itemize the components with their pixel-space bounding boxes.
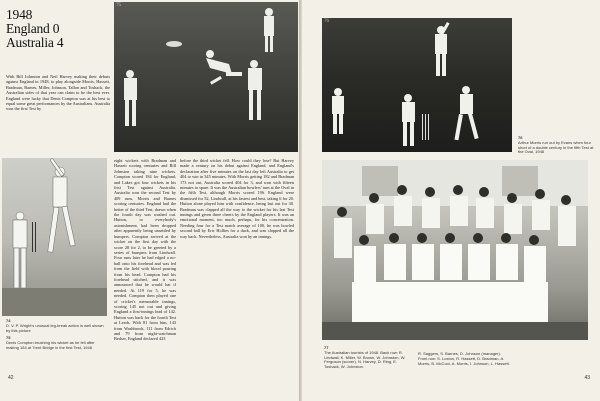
photo-76-number: 76 [324,19,329,24]
title-line-australia: Australia 4 [6,35,64,50]
caption-75-number: 75 [6,335,11,340]
wright-bowling-photo [2,158,107,316]
title-year: 1948 [6,7,33,22]
right-page [302,0,600,401]
body-text-column-2: eight wickets with Bradman and Hassett scoring centuries and Bill Johnston taking nine wickets. Compton scored 184 for England, and Lakes got four wickets in his first Test against Australia. Australia won the second Test by 409 runs, Morris and Barnes scoring centuries. England had the better of the third Test, drawn when the fourth day was washed out. Hutton, to everybody's astonishment, had been dropped after apparently being unsettled by bumpers. Compton arrived at the wicket on the first day with the score 28 for 2, to be greeted by a series of bumpers from Lindwall. Four runs later he had edged a no-ball onto his forehead and was led from the field with blood pouring from his head. Compton had his forehead stitched, and it was announced that he would bat if needed. At 119 for 5, he was needed. Compton then played one of cricket's memorable innings, scoring 145 not out and giving England a first-innings lead of 142. Hutton was back for the fourth Test at Leeds. With 81 from him, 143 from Washbrook, 111 from Edrich and 79 from night-watchman Bedser, England declared 423 [114,158,176,342]
caption-76 [518,136,594,155]
body-text-column-3: before the third wicket fell. How could they lose? But Harvey made a century on his debut against England, and England's declaration after five minutes on the last day left Australia to get 404 to win in 345 minutes. With Morris getting 182 and Bradman 173 not out, Australia scored 404 for 3, and won with fifteen minutes to spare. It was the Australian bowlers' turn at the Oval in the fifth Test, although Morris scored 196. England were dismissed for 52, Lindwall, at his fastest and best, taking 6 for 20. Hutton alone played him with confidence, being last out for 30. Bradman was clapped all the way to the wicket for his last Test innings and given three cheers by the England players. It was an emotional moment, too much, perhaps, for his concentration. Needing four for a Test match average of 100, he was bowled second ball by Eric Hollies for a duck, and was clapped all the way back. Nevertheless, Australia won by an innings. [180,158,294,239]
caption-76-number: 76 [518,135,523,140]
caption-77-text-b: R. Saggers, S. Barnes, D. Johnson (manager). Front row: S. Loxton, R. Hassett, D. Bradman, A. Morris, B. McCool, A. Morris, I. Johnson, L. Hassett. [418,351,510,366]
caption-77-continued [418,352,510,366]
caption-76-text: Arthur Morris run out by Evans when four short of a double century in the fifth Test at the Oval, 1948 [518,139,594,155]
caption-77-number: 77 [324,345,329,350]
caption-75-text: Denis Compton brushing his wicket as he fell after making 184 at Trent Bridge in the first Test, 1948 [6,339,95,350]
caption-74-number: 74 [6,318,11,323]
caption-74 [6,319,106,333]
caption-77 [324,346,410,370]
caption-75 [6,336,106,350]
photo-75-number: 75 [116,3,121,8]
page-title [6,8,114,50]
caption-77-text-a: The Australian tourists of 1948. Back row: R. Lindwall, K. Miller, W. Brown, W. Johnston, W. Ferguson (scorer), N. Harvey, D. Ring, E. Toshack, W. Johnston. [324,349,406,370]
caption-74-text: D. V. P. Wright's unusual leg-break action is well shown by this picture [6,322,104,333]
morris-runout-photo [322,18,512,152]
page-number-right: 43 [584,375,590,381]
page-number-left: 42 [8,375,14,381]
australian-team-photo [322,160,588,340]
compton-fall-photo [114,2,298,152]
title-line-england: England 0 [6,21,60,36]
body-text-column-1: With Bill Johnston and Neil Harvey making their debuts against England in 1948, to play alongside Morris, Hassett, Bradman, Barnes, Miller, Johnson, Tallon and Toshack, the Australian sides of that year can claim to be the best ever. England were lucky that Denis Compton was at his best to equal some great performances by the Australians. Australia won the first Test by [6,74,110,112]
